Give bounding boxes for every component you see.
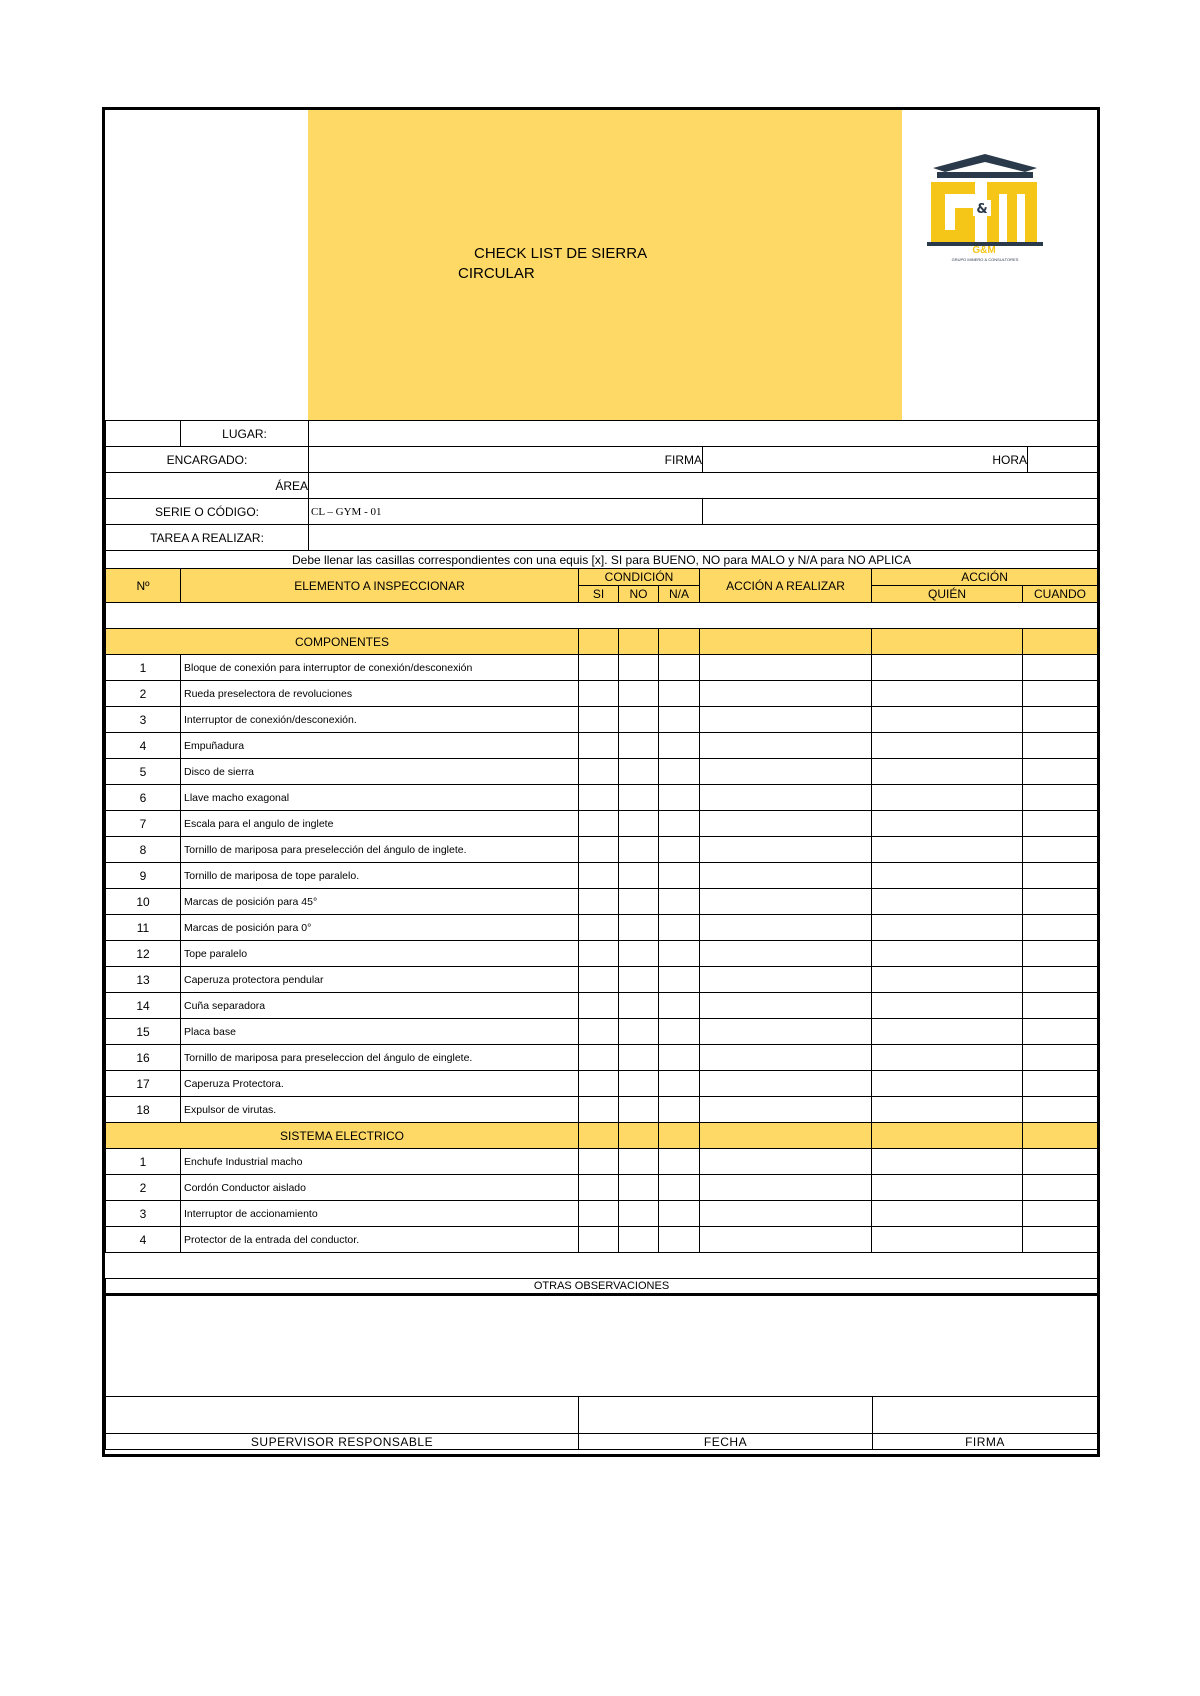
title-line-2: CIRCULAR — [458, 265, 535, 282]
item-description: Marcas de posición para 45° — [181, 889, 579, 915]
area-label: ÁREA — [106, 473, 309, 499]
quien-field[interactable] — [872, 967, 1023, 993]
na-checkbox[interactable] — [659, 863, 700, 889]
si-checkbox[interactable] — [579, 941, 619, 967]
col-accion-realizar: ACCIÓN A REALIZAR — [700, 569, 872, 603]
si-checkbox[interactable] — [579, 889, 619, 915]
no-checkbox[interactable] — [619, 837, 659, 863]
item-description: Interruptor de accionamiento — [181, 1201, 579, 1227]
item-description: Rueda preselectora de revoluciones — [181, 681, 579, 707]
firma-sign-field[interactable] — [873, 1397, 1098, 1434]
col-si: SI — [579, 586, 619, 603]
col-elemento: ELEMENTO A INSPECCIONAR — [181, 569, 579, 603]
section-title: SISTEMA ELECTRICO — [106, 1123, 579, 1149]
item-description: Cordón Conductor aislado — [181, 1175, 579, 1201]
si-checkbox[interactable] — [579, 681, 619, 707]
cuando-field[interactable] — [1023, 967, 1098, 993]
no-checkbox[interactable] — [619, 915, 659, 941]
encargado-label: ENCARGADO: — [106, 447, 309, 473]
table-row — [106, 785, 1098, 811]
quien-field[interactable] — [872, 785, 1023, 811]
cuando-field[interactable] — [1023, 811, 1098, 837]
item-description: Expulsor de virutas. — [181, 1097, 579, 1123]
accion-field[interactable] — [700, 1149, 872, 1175]
cuando-field[interactable] — [1023, 759, 1098, 785]
instruction-text: Debe llenar las casillas correspondientes con una equis [x]. SI para BUENO, NO para MALO y N/A para NO APLICA — [106, 551, 1098, 569]
item-description: Marcas de posición para 0° — [181, 915, 579, 941]
na-checkbox[interactable] — [659, 1201, 700, 1227]
accion-field[interactable] — [700, 1045, 872, 1071]
cuando-field[interactable] — [1023, 915, 1098, 941]
na-checkbox[interactable] — [659, 1227, 700, 1253]
na-checkbox[interactable] — [659, 1071, 700, 1097]
si-checkbox[interactable] — [579, 863, 619, 889]
na-checkbox[interactable] — [659, 993, 700, 1019]
tarea-label: TAREA A REALIZAR: — [106, 525, 309, 551]
table-row — [106, 811, 1098, 837]
si-checkbox[interactable] — [579, 1227, 619, 1253]
cuando-field[interactable] — [1023, 733, 1098, 759]
accion-field[interactable] — [700, 863, 872, 889]
no-checkbox[interactable] — [619, 1175, 659, 1201]
section-header-cell — [659, 1123, 700, 1149]
accion-field[interactable] — [700, 811, 872, 837]
no-checkbox[interactable] — [619, 993, 659, 1019]
item-number: 4 — [106, 1227, 181, 1253]
si-checkbox[interactable] — [579, 1019, 619, 1045]
section-title: COMPONENTES — [106, 629, 579, 655]
na-checkbox[interactable] — [659, 785, 700, 811]
item-description: Placa base — [181, 1019, 579, 1045]
accion-field[interactable] — [700, 1097, 872, 1123]
section-header-cell — [700, 629, 872, 655]
table-row — [106, 1149, 1098, 1175]
supervisor-label: SUPERVISOR RESPONSABLE — [106, 1434, 579, 1450]
table-row — [106, 889, 1098, 915]
accion-field[interactable] — [700, 759, 872, 785]
si-checkbox[interactable] — [579, 811, 619, 837]
si-checkbox[interactable] — [579, 837, 619, 863]
na-checkbox[interactable] — [659, 889, 700, 915]
item-number: 9 — [106, 863, 181, 889]
no-checkbox[interactable] — [619, 707, 659, 733]
no-checkbox[interactable] — [619, 941, 659, 967]
item-description: Escala para el angulo de inglete — [181, 811, 579, 837]
cuando-field[interactable] — [1023, 785, 1098, 811]
quien-field[interactable] — [872, 889, 1023, 915]
hora-field[interactable] — [1028, 447, 1098, 473]
item-number: 4 — [106, 733, 181, 759]
observaciones-field[interactable] — [106, 1295, 1098, 1397]
na-checkbox[interactable] — [659, 1149, 700, 1175]
accion-field[interactable] — [700, 1019, 872, 1045]
table-row — [106, 1045, 1098, 1071]
quien-field[interactable] — [872, 1201, 1023, 1227]
item-description: Enchufe Industrial macho — [181, 1149, 579, 1175]
accion-field[interactable] — [700, 1201, 872, 1227]
section-header-cell — [872, 1123, 1023, 1149]
quien-field[interactable] — [872, 993, 1023, 1019]
col-quien: QUIÉN — [872, 586, 1023, 603]
svg-text:&: & — [976, 202, 988, 217]
na-checkbox[interactable] — [659, 967, 700, 993]
item-number: 11 — [106, 915, 181, 941]
cuando-field[interactable] — [1023, 837, 1098, 863]
table-row — [106, 1227, 1098, 1253]
si-checkbox[interactable] — [579, 785, 619, 811]
table-row — [106, 1201, 1098, 1227]
table-row — [106, 941, 1098, 967]
si-checkbox[interactable] — [579, 967, 619, 993]
accion-field[interactable] — [700, 1175, 872, 1201]
serie-extra-field[interactable] — [703, 499, 1098, 525]
observaciones-label: OTRAS OBSERVACIONES — [106, 1279, 1098, 1295]
quien-field[interactable] — [872, 1175, 1023, 1201]
cuando-field[interactable] — [1023, 1227, 1098, 1253]
quien-field[interactable] — [872, 707, 1023, 733]
accion-field[interactable] — [700, 733, 872, 759]
section-header-cell — [619, 629, 659, 655]
cuando-field[interactable] — [1023, 1175, 1098, 1201]
item-number: 13 — [106, 967, 181, 993]
na-checkbox[interactable] — [659, 759, 700, 785]
no-checkbox[interactable] — [619, 863, 659, 889]
na-checkbox[interactable] — [659, 811, 700, 837]
no-checkbox[interactable] — [619, 889, 659, 915]
col-n: Nº — [106, 569, 181, 603]
item-number: 16 — [106, 1045, 181, 1071]
no-checkbox[interactable] — [619, 967, 659, 993]
no-checkbox[interactable] — [619, 681, 659, 707]
item-number: 2 — [106, 1175, 181, 1201]
cuando-field[interactable] — [1023, 655, 1098, 681]
accion-field[interactable] — [700, 941, 872, 967]
cuando-field[interactable] — [1023, 993, 1098, 1019]
fecha-sign-field[interactable] — [579, 1397, 873, 1434]
company-logo — [915, 148, 1055, 266]
quien-field[interactable] — [872, 811, 1023, 837]
accion-field[interactable] — [700, 785, 872, 811]
cuando-field[interactable] — [1023, 1071, 1098, 1097]
item-number: 8 — [106, 837, 181, 863]
title-line-1: CHECK LIST DE SIERRA — [474, 245, 648, 262]
no-checkbox[interactable] — [619, 785, 659, 811]
item-description: Cuña separadora — [181, 993, 579, 1019]
item-number: 1 — [106, 655, 181, 681]
inspection-table — [105, 568, 1098, 1253]
section-header-cell — [1023, 629, 1098, 655]
item-description: Protector de la entrada del conductor. — [181, 1227, 579, 1253]
quien-field[interactable] — [872, 915, 1023, 941]
item-number: 6 — [106, 785, 181, 811]
no-checkbox[interactable] — [619, 733, 659, 759]
table-row — [106, 733, 1098, 759]
table-row — [106, 1019, 1098, 1045]
item-description: Tope paralelo — [181, 941, 579, 967]
no-checkbox[interactable] — [619, 1201, 659, 1227]
item-number: 14 — [106, 993, 181, 1019]
spacer-row — [106, 603, 1098, 629]
cuando-field[interactable] — [1023, 1097, 1098, 1123]
quien-field[interactable] — [872, 733, 1023, 759]
accion-field[interactable] — [700, 1227, 872, 1253]
item-number: 5 — [106, 759, 181, 785]
checklist-sheet — [102, 107, 1100, 1457]
item-description: Disco de sierra — [181, 759, 579, 785]
item-description: Tornillo de mariposa de tope paralelo. — [181, 863, 579, 889]
col-accion: ACCIÓN — [872, 569, 1098, 586]
quien-field[interactable] — [872, 1045, 1023, 1071]
col-condicion: CONDICIÓN — [579, 569, 700, 586]
hora-label: HORA — [703, 447, 1028, 473]
table-row — [106, 759, 1098, 785]
si-checkbox[interactable] — [579, 1097, 619, 1123]
item-description: Bloque de conexión para interruptor de conexión/desconexión — [181, 655, 579, 681]
item-description: Caperuza Protectora. — [181, 1071, 579, 1097]
quien-field[interactable] — [872, 863, 1023, 889]
cuando-field[interactable] — [1023, 1149, 1098, 1175]
si-checkbox[interactable] — [579, 1045, 619, 1071]
observations-table — [105, 1278, 1098, 1450]
no-checkbox[interactable] — [619, 1071, 659, 1097]
fecha-label: FECHA — [579, 1434, 873, 1450]
section-header-cell — [579, 629, 619, 655]
table-row — [106, 967, 1098, 993]
accion-field[interactable] — [700, 889, 872, 915]
table-row — [106, 655, 1098, 681]
logo-subtext: GRUPO MINERO & CONSULTORES — [951, 257, 1019, 262]
si-checkbox[interactable] — [579, 993, 619, 1019]
quien-field[interactable] — [872, 681, 1023, 707]
table-row — [106, 1097, 1098, 1123]
na-checkbox[interactable] — [659, 655, 700, 681]
item-description: Caperuza protectora pendular — [181, 967, 579, 993]
section-header-row — [106, 629, 1098, 655]
cuando-field[interactable] — [1023, 941, 1098, 967]
na-checkbox[interactable] — [659, 1175, 700, 1201]
item-number: 7 — [106, 811, 181, 837]
na-checkbox[interactable] — [659, 915, 700, 941]
si-checkbox[interactable] — [579, 733, 619, 759]
info-table — [105, 420, 1098, 569]
item-description: Llave macho exagonal — [181, 785, 579, 811]
cuando-field[interactable] — [1023, 1201, 1098, 1227]
item-number: 1 — [106, 1149, 181, 1175]
table-row — [106, 1071, 1098, 1097]
si-checkbox[interactable] — [579, 1071, 619, 1097]
section-header-cell — [1023, 1123, 1098, 1149]
section-header-cell — [579, 1123, 619, 1149]
accion-field[interactable] — [700, 707, 872, 733]
item-number: 2 — [106, 681, 181, 707]
item-description: Tornillo de mariposa para preselección del ángulo de inglete. — [181, 837, 579, 863]
quien-field[interactable] — [872, 655, 1023, 681]
lugar-label: LUGAR: — [181, 421, 309, 447]
col-no: NO — [619, 586, 659, 603]
firma-label: FIRMA — [309, 447, 703, 473]
tarea-field[interactable] — [309, 525, 1098, 551]
cuando-field[interactable] — [1023, 863, 1098, 889]
section-header-cell — [619, 1123, 659, 1149]
item-number: 12 — [106, 941, 181, 967]
na-checkbox[interactable] — [659, 733, 700, 759]
item-number: 17 — [106, 1071, 181, 1097]
document-title — [458, 244, 758, 284]
serie-value: CL – GYM - 01 — [309, 499, 703, 525]
logo-text: G&M — [972, 245, 996, 256]
item-description: Interruptor de conexión/desconexión. — [181, 707, 579, 733]
section-header-cell — [659, 629, 700, 655]
item-number: 18 — [106, 1097, 181, 1123]
no-checkbox[interactable] — [619, 811, 659, 837]
na-checkbox[interactable] — [659, 681, 700, 707]
si-checkbox[interactable] — [579, 1201, 619, 1227]
na-checkbox[interactable] — [659, 707, 700, 733]
no-checkbox[interactable] — [619, 655, 659, 681]
table-row — [106, 1175, 1098, 1201]
quien-field[interactable] — [872, 1227, 1023, 1253]
cuando-field[interactable] — [1023, 1019, 1098, 1045]
si-checkbox[interactable] — [579, 915, 619, 941]
table-row — [106, 915, 1098, 941]
table-row — [106, 681, 1098, 707]
item-number: 15 — [106, 1019, 181, 1045]
section-header-cell — [872, 629, 1023, 655]
accion-field[interactable] — [700, 993, 872, 1019]
no-checkbox[interactable] — [619, 1097, 659, 1123]
cuando-field[interactable] — [1023, 1045, 1098, 1071]
item-description: Empuñadura — [181, 733, 579, 759]
table-row — [106, 993, 1098, 1019]
lugar-field[interactable] — [309, 421, 1098, 447]
na-checkbox[interactable] — [659, 1045, 700, 1071]
table-row — [106, 707, 1098, 733]
supervisor-sign-field[interactable] — [106, 1397, 579, 1434]
si-checkbox[interactable] — [579, 655, 619, 681]
item-number: 10 — [106, 889, 181, 915]
quien-field[interactable] — [872, 1097, 1023, 1123]
col-cuando: CUANDO — [1023, 586, 1098, 603]
no-checkbox[interactable] — [619, 1019, 659, 1045]
quien-field[interactable] — [872, 941, 1023, 967]
na-checkbox[interactable] — [659, 837, 700, 863]
na-checkbox[interactable] — [659, 1097, 700, 1123]
accion-field[interactable] — [700, 681, 872, 707]
accion-field[interactable] — [700, 837, 872, 863]
col-na: N/A — [659, 586, 700, 603]
si-checkbox[interactable] — [579, 1149, 619, 1175]
accion-field[interactable] — [700, 1071, 872, 1097]
quien-field[interactable] — [872, 837, 1023, 863]
serie-label: SERIE O CÓDIGO: — [106, 499, 309, 525]
si-checkbox[interactable] — [579, 707, 619, 733]
cuando-field[interactable] — [1023, 707, 1098, 733]
section-header-cell — [700, 1123, 872, 1149]
firma-footer-label: FIRMA — [873, 1434, 1098, 1450]
section-header-row — [106, 1123, 1098, 1149]
quien-field[interactable] — [872, 759, 1023, 785]
item-number: 3 — [106, 1201, 181, 1227]
item-description: Tornillo de mariposa para preseleccion del ángulo de einglete. — [181, 1045, 579, 1071]
quien-field[interactable] — [872, 1071, 1023, 1097]
cuando-field[interactable] — [1023, 681, 1098, 707]
no-checkbox[interactable] — [619, 1045, 659, 1071]
table-row — [106, 837, 1098, 863]
item-number: 3 — [106, 707, 181, 733]
cuando-field[interactable] — [1023, 889, 1098, 915]
no-checkbox[interactable] — [619, 759, 659, 785]
quien-field[interactable] — [872, 1019, 1023, 1045]
quien-field[interactable] — [872, 1149, 1023, 1175]
accion-field[interactable] — [700, 967, 872, 993]
no-checkbox[interactable] — [619, 1149, 659, 1175]
accion-field[interactable] — [700, 655, 872, 681]
title-block — [308, 110, 902, 420]
si-checkbox[interactable] — [579, 759, 619, 785]
na-checkbox[interactable] — [659, 1019, 700, 1045]
si-checkbox[interactable] — [579, 1175, 619, 1201]
table-row — [106, 863, 1098, 889]
area-field[interactable] — [309, 473, 1098, 499]
na-checkbox[interactable] — [659, 941, 700, 967]
no-checkbox[interactable] — [619, 1227, 659, 1253]
accion-field[interactable] — [700, 915, 872, 941]
